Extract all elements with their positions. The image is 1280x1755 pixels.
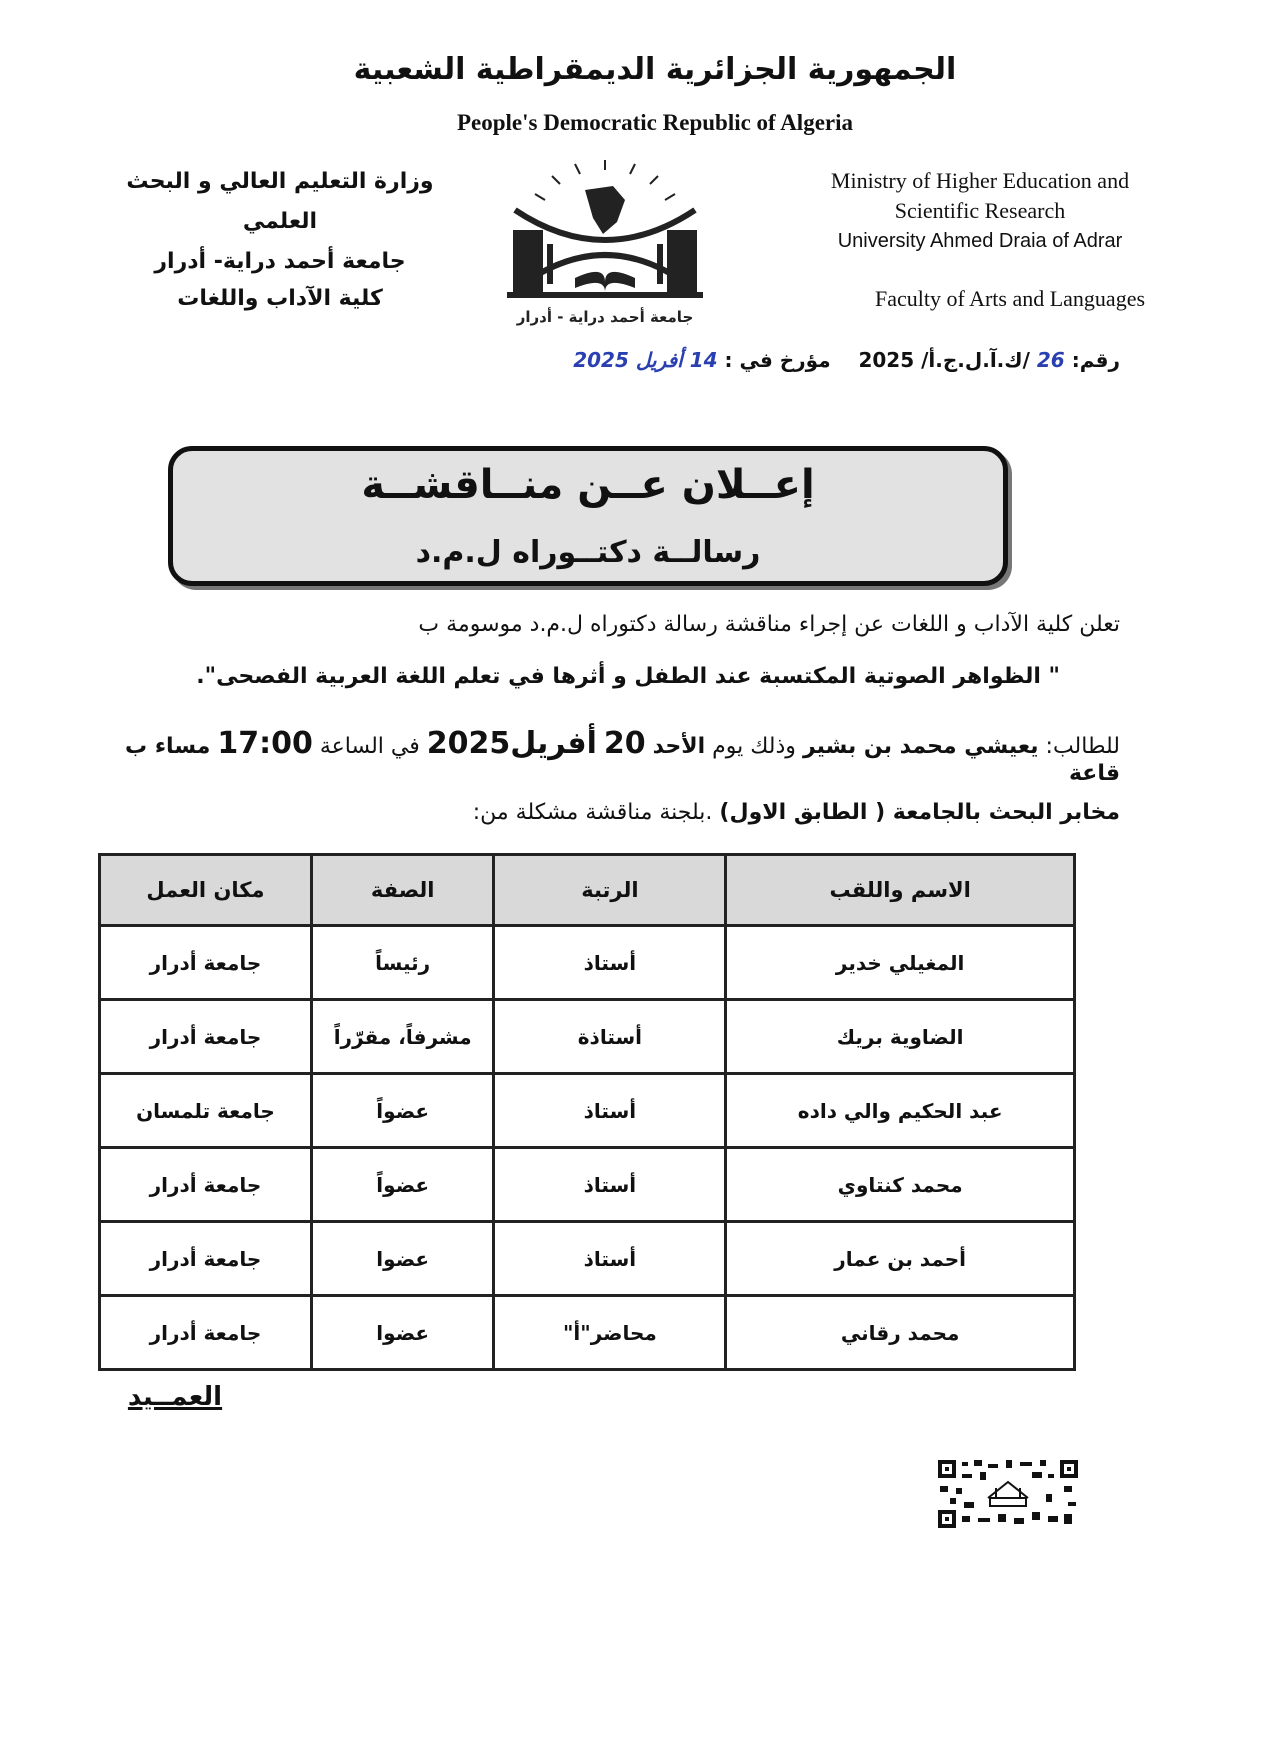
member-role: عضوا xyxy=(311,1222,494,1296)
table-row xyxy=(100,1074,1075,1148)
member-name: محمد كنتاوي xyxy=(726,1148,1075,1222)
member-role: مشرفاً، مقرّراً xyxy=(311,1000,494,1074)
table-row xyxy=(100,1148,1075,1222)
member-rank: أستاذ xyxy=(494,926,726,1000)
day-text: وذلك يوم xyxy=(712,734,796,759)
english-institution-block xyxy=(780,166,1180,256)
member-role: عضواً xyxy=(311,1148,494,1222)
member-rank: أستاذ xyxy=(494,1222,726,1296)
table-row xyxy=(100,1296,1075,1370)
student-label: للطالب: xyxy=(1045,734,1120,759)
committee-intro: .بلجنة مناقشة مشكلة من: xyxy=(472,800,713,825)
member-rank: أستاذ xyxy=(494,1074,726,1148)
ministry-english-line2: Scientific Research xyxy=(894,198,1066,223)
header-role: الصفة xyxy=(311,855,494,926)
republic-title-english: People's Democratic Republic of Algeria xyxy=(456,110,854,135)
table-row xyxy=(100,926,1075,1000)
defense-month-year: أفريل2025 xyxy=(426,726,597,761)
member-workplace: جامعة تلمسان xyxy=(100,1074,312,1148)
reference-code: /ك.آ.ل.ج.أ/ 2025 xyxy=(858,348,1030,372)
member-rank: أستاذة xyxy=(494,1000,726,1074)
member-name: الضاوية بريك xyxy=(726,1000,1075,1074)
venue: مخابر البحث بالجامعة ( الطابق الاول) xyxy=(719,800,1120,825)
member-workplace: جامعة أدرار xyxy=(100,1222,312,1296)
reference-number: 26 xyxy=(1036,348,1065,372)
venue-line xyxy=(80,800,1120,825)
republic-title-arabic: الجمهورية الجزائرية الديمقراطية الشعبية xyxy=(353,52,957,87)
table-row xyxy=(100,1000,1075,1074)
committee-table xyxy=(98,853,1076,1371)
member-name: المغيلي خدير xyxy=(726,926,1075,1000)
faculty-arabic: كلية الآداب واللغات xyxy=(177,286,383,311)
arabic-institution-block xyxy=(90,162,470,282)
member-name: أحمد بن عمار xyxy=(726,1222,1075,1296)
faculty-english: Faculty of Arts and Languages xyxy=(874,286,1146,311)
member-workplace: جامعة أدرار xyxy=(100,1000,312,1074)
table-header-row xyxy=(100,855,1075,926)
announcement-subtitle: رسالــة دكتــوراه ل.م.د xyxy=(415,535,761,570)
student-name: يعيشي محمد بن بشير xyxy=(802,734,1039,759)
member-role: رئيساً xyxy=(311,926,494,1000)
member-rank: محاضر"أ" xyxy=(494,1296,726,1370)
header-name: الاسم واللقب xyxy=(726,855,1075,926)
header-rank: الرتبة xyxy=(494,855,726,926)
member-role: عضوا xyxy=(311,1296,494,1370)
university-arabic: جامعة أحمد دراية- أدرار xyxy=(154,249,406,274)
reference-line xyxy=(480,348,1120,372)
date-label: مؤرخ في : xyxy=(724,348,831,372)
university-english: University Ahmed Draia of Adrar xyxy=(837,230,1123,252)
evening-text: مساء ب قاعة xyxy=(125,734,1120,786)
defense-day: الأحد xyxy=(652,734,706,759)
member-name: عبد الحكيم والي داده xyxy=(726,1074,1075,1148)
thesis-title: " الظواهر الصوتية المكتسبة عند الطفل و أثرها في تعلم اللغة العربية الفصحى". xyxy=(196,664,1060,689)
at-time-text: في الساعة xyxy=(319,734,420,759)
reference-label: رقم: xyxy=(1071,348,1120,372)
member-workplace: جامعة أدرار xyxy=(100,1296,312,1370)
member-name: محمد رقاني xyxy=(726,1296,1075,1370)
logo-caption: جامعة أحمد دراية - أدرار xyxy=(516,308,694,326)
member-rank: أستاذ xyxy=(494,1148,726,1222)
defense-time: 17:00 xyxy=(217,726,313,761)
defense-date-number: 20 xyxy=(603,726,646,761)
member-workplace: جامعة أدرار xyxy=(100,1148,312,1222)
ministry-english-line1: Ministry of Higher Education and xyxy=(830,168,1130,193)
header-workplace: مكان العمل xyxy=(100,855,312,926)
member-workplace: جامعة أدرار xyxy=(100,926,312,1000)
intro-paragraph: تعلن كلية الآداب و اللغات عن إجراء مناقشة رسالة دكتوراه ل.م.د موسومة ب xyxy=(418,612,1120,637)
date-value: 14 أفريل 2025 xyxy=(573,348,718,372)
member-role: عضواً xyxy=(311,1074,494,1148)
qr-code xyxy=(936,1458,1080,1530)
student-line xyxy=(80,726,1120,786)
announcement-title: إعــلان عــن منــاقشــة xyxy=(361,462,815,508)
dean-signature-label: العمــيد xyxy=(127,1382,223,1412)
ministry-arabic: وزارة التعليم العالي و البحث العلمي xyxy=(126,169,434,234)
table-row xyxy=(100,1222,1075,1296)
university-logo xyxy=(495,160,715,330)
